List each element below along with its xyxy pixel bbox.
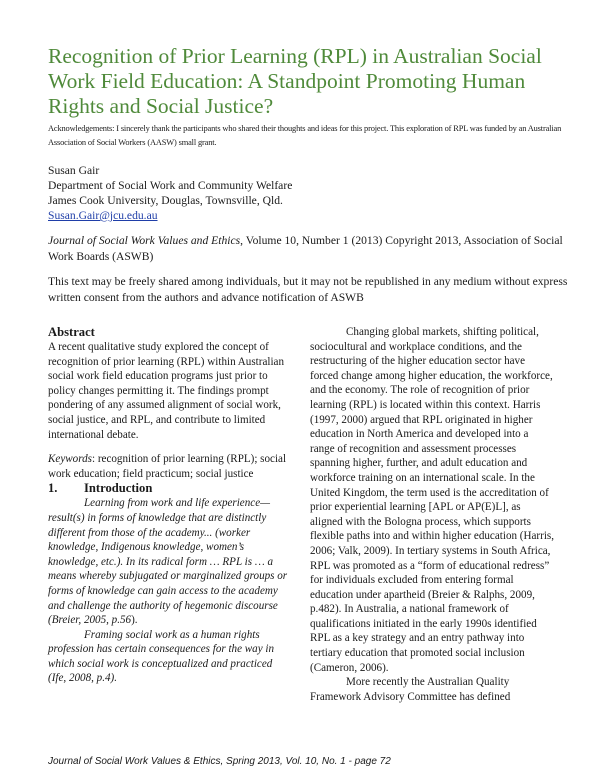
epigraph-breier	[48, 496, 288, 627]
right-column	[310, 325, 555, 704]
author-university: James Cook University, Douglas, Townsville, Qld.	[48, 194, 283, 207]
introduction-heading	[48, 481, 288, 496]
acknowledgements: Acknowledgements: I sincerely thank the participants who shared their thoughts and ideas for this project. This exploration of RPL was funded by an Australian Association of Social Workers (AASW) small grant.	[48, 124, 562, 147]
body-paragraph-2: More recently the Australian Quality Framework Advisory Committee has defined	[310, 676, 511, 703]
citation-details: , Volume 10, Number 1 (2013) Copyright 2013, Association of Social Work Boards (ASWB)	[48, 234, 563, 263]
epigraph-breier-text: Learning from work and life experience— result(s) in forms of knowledge that are distinctly different from those of the academy... (worker knowledge, Indigenous knowledge, women’s knowledge, etc.). In its radical form … RPL is … a means whereby subjugated or marginalized groups or forms of knowledge can gain access to the academy and challenge the authority of hegemonic discourse (Breier, 2005, p.56	[48, 497, 288, 627]
page-footer: Journal of Social Work Values & Ethics, Spring 2013, Vol. 10, No. 1 - page 72	[48, 756, 391, 767]
body-paragraph-1: Changing global markets, shifting political, sociocultural and workplace conditions, and the restructuring of the higher education sector have forced change among higher education, the workforce, and the economy. The role of recognition of prior learning (RPL) is located within this context. Harris (1997, 2000) argued that RPL originated in higher education in North America and developed into a range of recognition and assessment processes spanning higher, further, and adult education and workforce training on an international scale. In the United Kingdom, the term used is the accreditation of prior experiential learning [APL or AP(E)L], as aligned with the Bologna process, which supports flexible paths into and within higher education (Harris, 2006; Valk, 2009). In tertiary systems in South Africa, RPL was promoted as a “form of educational redress” for individuals excluded from entering formal education under apartheid (Breier & Ralphs, 2009, p.482). In Australia, a national framework of qualifications initiated in the early 1990s identified RPL as a key strategy and an entry pathway into tertiary education that promoted social inclusion (Cameron, 2006).	[310, 326, 554, 674]
abstract-heading: Abstract	[48, 325, 95, 339]
author-email-link[interactable]: Susan.Gair@jcu.edu.au	[48, 209, 158, 222]
keywords	[48, 452, 288, 481]
epigraph-ife: Framing social work as a human rights profession has certain consequences for the way in which social work is conceptualized and practiced (Ife, 2008, p.4).	[48, 628, 275, 685]
author-department: Department of Social Work and Community Welfare	[48, 179, 293, 192]
journal-name: Journal of Social Work Values and Ethics	[48, 234, 241, 247]
citation	[48, 233, 568, 265]
author-name: Susan Gair	[48, 164, 100, 177]
keywords-text: : recognition of prior learning (RPL); social work education; field practicum; social justice	[48, 453, 287, 480]
left-column	[48, 325, 288, 686]
abstract-text: A recent qualitative study explored the concept of recognition of prior learning (RPL) within Australian social work field education programs just prior to policy changes permitting it. The findings prompt pondering of any assumed alignment of social work, social justice, and RPL, and contribute to limited international debate.	[48, 341, 285, 441]
section-title: Introduction	[84, 481, 153, 496]
article-title: Recognition of Prior Learning (RPL) in Australian Social Work Field Education: A Standpoint Promoting Human Rights and Social Justice?	[48, 44, 542, 118]
section-number: 1.	[48, 481, 58, 496]
keywords-label: Keywords	[48, 453, 92, 466]
epigraph-breier-close: ).	[131, 614, 138, 627]
author-block	[48, 163, 292, 223]
rights-statement: This text may be freely shared among individuals, but it may not be republished in any medium without express written consent from the authors and advance notification of ASWB	[48, 275, 568, 304]
